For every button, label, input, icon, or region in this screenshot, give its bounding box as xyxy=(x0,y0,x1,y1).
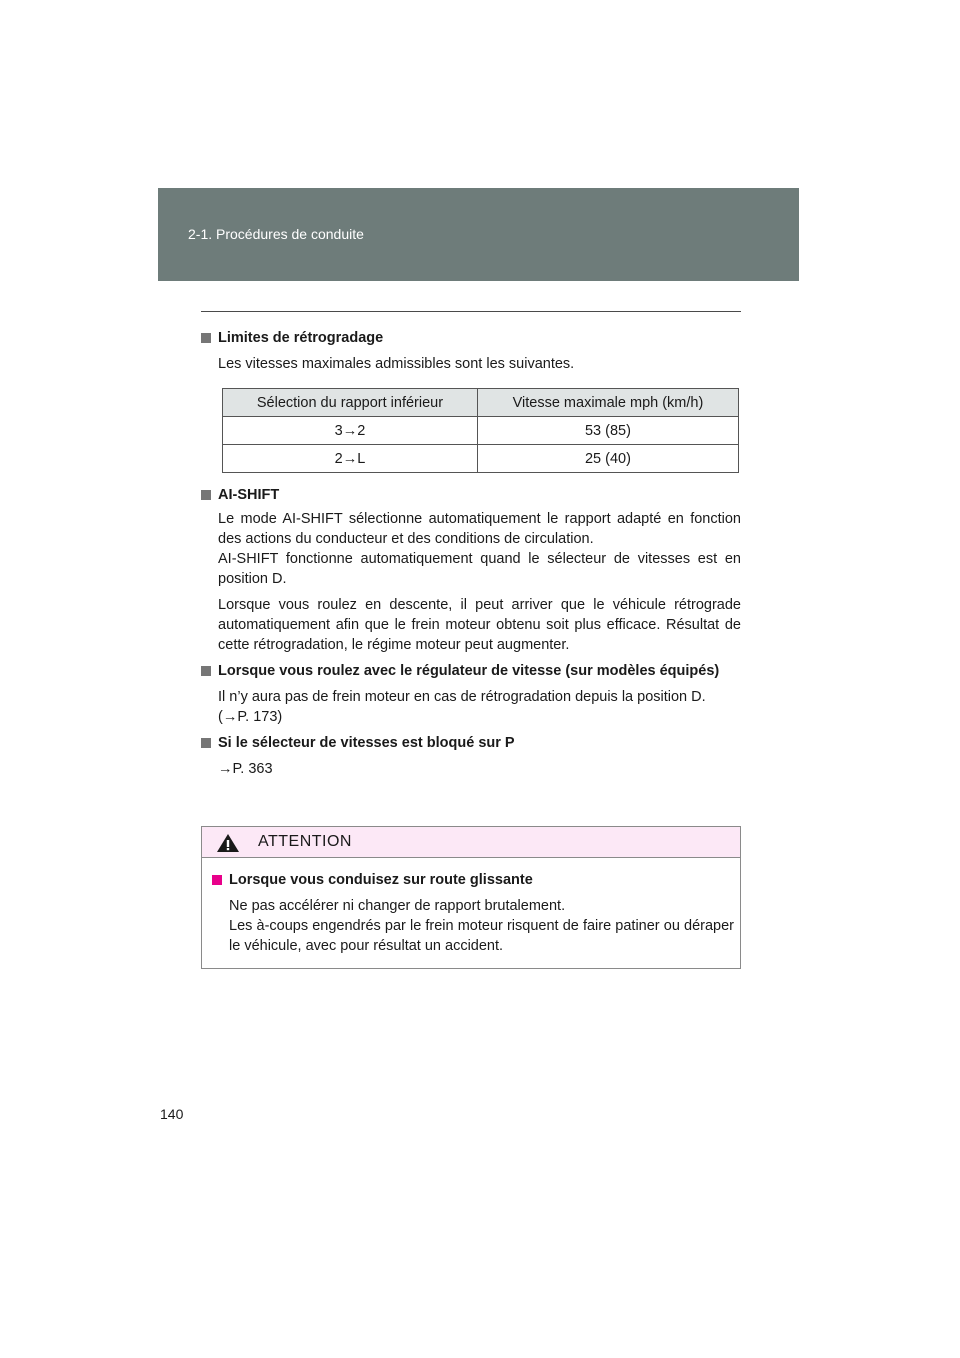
warning-body xyxy=(202,858,740,956)
section-heading-ai-shift: AI-SHIFT xyxy=(201,485,741,505)
warning-header xyxy=(202,827,740,858)
warning-heading: Lorsque vous conduisez sur route glissante xyxy=(212,870,734,890)
warning-paragraph: Ne pas accélérer ni changer de rapport brutalement. Les à-coups engendrés par le frein moteur risquent de faire patiner ou déraper le véhicule, avec pour résultat un accident. xyxy=(229,898,734,954)
page-reference: →P. 363 xyxy=(218,761,273,777)
warning-label: ATTENTION xyxy=(258,833,352,850)
warning-triangle-icon xyxy=(216,833,240,853)
table-cell: 25 (40) xyxy=(477,445,738,473)
paragraph: Il n’y aura pas de frein moteur en cas de rétrogradation depuis la position D. (→P. 173) xyxy=(218,689,706,725)
main-content xyxy=(201,328,741,779)
warning-box xyxy=(201,826,741,969)
section-heading-shift-lock: Si le sélecteur de vitesses est bloqué sur P xyxy=(201,733,741,753)
header-band xyxy=(158,188,799,281)
header-rule xyxy=(201,311,741,312)
table-cell: 3→2 xyxy=(223,417,478,445)
paragraph: Les vitesses maximales admissibles sont les suivantes. xyxy=(218,356,575,372)
table-header-row xyxy=(223,389,739,417)
table-row xyxy=(223,445,739,473)
table-cell: 53 (85) xyxy=(477,417,738,445)
page-number: 140 xyxy=(160,1106,184,1122)
table-row xyxy=(223,417,739,445)
table-cell: 2→L xyxy=(223,445,478,473)
section-heading-limits: Limites de rétrogradage xyxy=(201,328,741,348)
paragraph: Le mode AI-SHIFT sélectionne automatiquement le rapport adapté en fonction des actions du conducteur et des conditions de circulation. AI-SHIFT fonctionne automatiquement quand le sélecteur de vitesses est en position D. xyxy=(218,511,741,587)
paragraph: Lorsque vous roulez en descente, il peut arriver que le véhicule rétrograde automatiquement afin que le frein moteur obtenu soit plus efficace. Résultat de cette rétrogradation, le régime moteur peut augmenter. xyxy=(218,597,741,653)
table-header-cell: Vitesse maximale mph (km/h) xyxy=(477,389,738,417)
section-title: 2-1. Procédures de conduite xyxy=(188,226,364,242)
section-heading-cruise-control: Lorsque vous roulez avec le régulateur de vitesse (sur modèles équipés) xyxy=(201,661,741,681)
table-header-cell: Sélection du rapport inférieur xyxy=(223,389,478,417)
downshift-limits-table xyxy=(222,388,739,473)
